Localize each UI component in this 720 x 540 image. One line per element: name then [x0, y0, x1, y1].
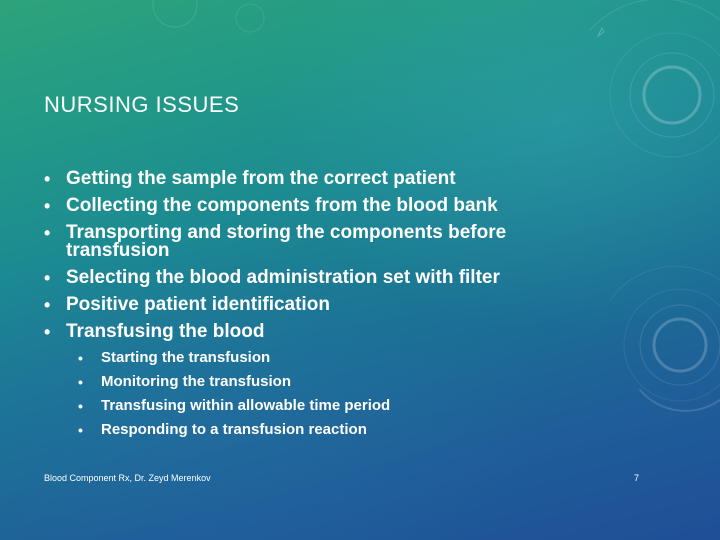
sub-bullet-text: Transfusing within allowable time period: [101, 397, 391, 414]
bullet-dot-icon: •: [78, 422, 83, 438]
footer-text: Blood Component Rx, Dr. Zeyd Merenkov: [44, 473, 211, 483]
bullet-text: Collecting the components from the blood bank: [66, 195, 498, 216]
sub-bullet-item: [66, 421, 564, 439]
bullet-dot-icon: •: [44, 268, 51, 288]
bullet-dot-icon: •: [44, 223, 51, 243]
bullet-text: Selecting the blood administration set with filter: [66, 267, 500, 288]
bullet-dot-icon: •: [44, 169, 51, 189]
sub-bullet-item: [66, 397, 564, 415]
bullet-list: [44, 170, 564, 448]
bullet-text: Positive patient identification: [66, 294, 330, 315]
bullet-item: [44, 269, 564, 287]
bullet-dot-icon: •: [44, 196, 51, 216]
bullet-dot-icon: •: [78, 398, 83, 414]
bullet-dot-icon: •: [44, 322, 51, 342]
bullet-item: [44, 170, 564, 188]
sub-bullet-text: Monitoring the transfusion: [101, 373, 291, 390]
slide-title: NURSING ISSUES: [44, 92, 240, 117]
bullet-item: [44, 323, 564, 439]
bullet-item: [44, 224, 564, 260]
sub-bullet-list: [66, 349, 564, 439]
sub-bullet-item: [66, 373, 564, 391]
bullet-dot-icon: •: [44, 295, 51, 315]
bullet-text: Transfusing the blood: [66, 321, 265, 342]
sub-bullet-text: Responding to a transfusion reaction: [101, 421, 367, 438]
bullet-item: [44, 197, 564, 215]
page-number: 7: [634, 473, 640, 483]
bullet-item: [44, 296, 564, 314]
sub-bullet-text: Starting the transfusion: [101, 349, 271, 366]
bullet-dot-icon: •: [78, 374, 83, 390]
bullet-text: Getting the sample from the correct patient: [66, 168, 456, 189]
sub-bullet-item: [66, 349, 564, 367]
bullet-text: Transporting and storing the components before transfusion: [66, 222, 507, 261]
bullet-dot-icon: •: [78, 350, 83, 366]
